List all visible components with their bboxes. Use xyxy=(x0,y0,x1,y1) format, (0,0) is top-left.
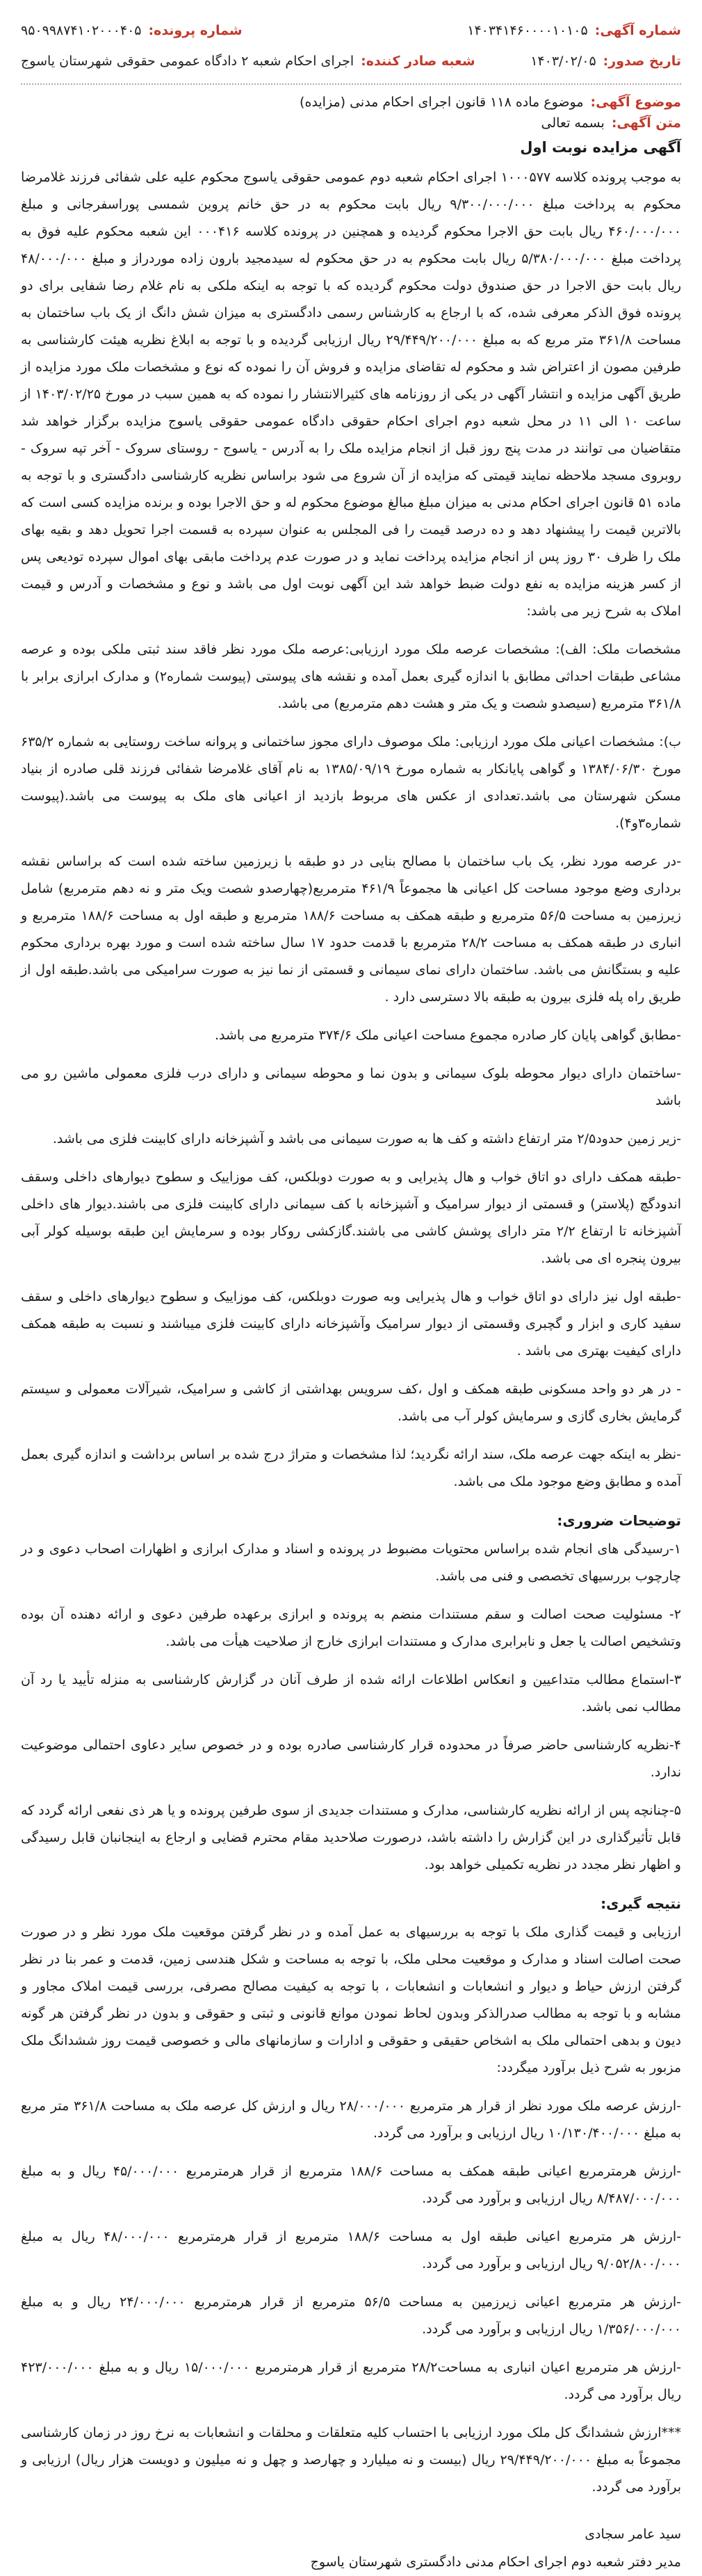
header-row-1 xyxy=(21,15,681,46)
valuation-item: -ارزش عرصه ملک مورد نظر از قرار هر مترمربع ۲۸/۰۰۰/۰۰۰ ریال و ارزش کل عرصه ملک به مساحت ۳۶۱/۸ متر مربع به مبلغ ۱۰/۱۳۰/۴۰۰/۰۰۰ ریال ارزیابی و برآورد می گردد. xyxy=(21,2098,681,2141)
case-number-value: ۹۵۰۹۹۸۷۴۱۰۲۰۰۰۴۰۵ xyxy=(21,23,142,38)
header-divider xyxy=(21,83,681,85)
valuation-item: -ارزش هرمترمربع اعیانی طبقه همکف به مساحت ۱۸۸/۶ مترمربع از قرار هرمترمربع ۴۵/۰۰۰/۰۰۰ ریال و به مبلغ ۸/۴۸۷/۰۰۰/۰۰۰ ریال ارزیابی و برآورد می گردد. xyxy=(21,2164,681,2206)
paragraph: مشخصات ملک: الف): مشخصات عرصه ملک مورد ارزیابی:عرصه ملک مورد نظر فاقد سند ثبتی ملکی بوده و عرصه مشاعی طبقات احداثی مطابق با اندازه گیری بعمل آمده و نقشه های پیوستی (پیوست شماره۲) و مدارک ابرازی برابر با ۳۶۱/۸ مترمربع (سیصدو شصت و یک متر و هشت دهم مترمربع) می باشد. xyxy=(21,642,681,711)
paragraph: -طبقه اول نیز دارای دو اتاق خواب و هال پذیرایی وبه صورت دوبلکس، کف موزاییک و سطوح دیوارهای داخلی و سقف سفید کاری و ابزار و گچبری وقسمتی از دیوار سرامیک وآشپزخانه دارای کابینت فلزی میباشند و نسبت به طبقه همکف دارای کیفیت بهتری می باشد . xyxy=(21,1289,681,1359)
notes-list xyxy=(21,1536,681,1879)
paragraph: -در عرصه مورد نظر، یک باب ساختمان با مصالح بنایی در دو طبقه با زیرزمین ساخته شده است که براساس نقشه برداری وضع موجود مساحت کل اعیانی ها مجموعاً ۴۶۱/۹ مترمربع(چهارصدو شصت ویک متر و نه دهم مترمربع) شامل زیرزمین به مساحت ۵۶/۵ مترمربع و طبقه همکف به مساحت ۱۸۸/۶ مترمربع و طبقه اول به مساحت ۱۸۸/۶ مترمربع و انباری در طبقه همکف به مساحت ۲۸/۲ مترمربع با قدمت حدود ۱۷ سال ساخته شده است و مورد بهره برداری محکوم علیه و بستگانش می باشد. ساختمان دارای نمای سیمانی و قسمتی از نما نیز به صورت سرامیکی می باشد.طبقه اول از طریق راه پله فلزی بیرون به طبقه بالا دسترسی دارد . xyxy=(21,854,681,1005)
paragraph: ب): مشخصات اعیانی ملک مورد ارزیابی: ملک موصوف دارای مجوز ساختمانی و پروانه ساخت روستایی به شماره ۶۳۵/۲ مورخ ۱۳۸۴/۰۶/۳۰ و گواهی پایانکار به شماره مورخ ۱۳۸۵/۰۹/۱۹ به نام آقای غلامرضا شفائی فرزند قلی صادره از بنیاد مسکن شهرستان می باشد.تعدادی از عکس های مربوط بازدید از اعیانی های ملک به پیوست می باشد.(پیوست شماره۳و۴). xyxy=(21,734,681,831)
result-title: نتیجه گیری: xyxy=(601,1895,681,1912)
issue-date-value: ۱۴۰۳/۰۲/۰۵ xyxy=(530,54,596,69)
signature-block xyxy=(21,2520,681,2576)
case-number-label: شماره پرونده: xyxy=(148,23,243,38)
ad-number-value: ۱۴۰۳۴۱۴۶۰۰۰۰۱۰۱۰۵ xyxy=(467,23,588,38)
issuer-value: اجرای احکام شعبه ۲ دادگاه عمومی حقوقی شهرستان یاسوج xyxy=(21,54,354,69)
paragraph: -مطابق گواهی پایان کار صادره مجموع مساحت اعیانی ملک ۳۷۴/۶ مترمربع می باشد. xyxy=(215,1028,681,1043)
note-item: ۱-رسیدگی های انجام شده براساس محتویات مضبوط در پرونده و اسناد و مدارک ابرازی و اظهارات اصحاب دعوی و در چارچوب بررسیهای تخصصی و فنی می باشد. xyxy=(21,1541,681,1584)
valuations-list xyxy=(21,2093,681,2408)
basmala: بسمه تعالی xyxy=(541,115,605,131)
paragraph: به موجب پرونده کلاسه ۱۰۰۰۵۷۷ اجرای احکام شعبه دوم عمومی حقوقی یاسوج محکوم علیه علی شفائی فرزند غلامرضا محکوم به پرداخت مبلغ ۹/۳۰۰/۰۰۰/۰۰۰ ریال بابت محکوم به در حق خانم پروین شمسی پوراسفرجانی و مبلغ ۴۶۰/۰۰۰/۰۰۰ ریال بابت حق الاجرا محکوم گردیده و همچنین در پرونده کلاسه ۰۰۰۴۱۶ این شعبه محکوم علیه فوق به پرداخت مبلغ ۵/۳۸۰/۰۰۰/۰۰۰ ریال بابت محکوم به در حق محکوم له سیدمجید بارون زاده موردراز و مبلغ ۴۸/۰۰۰/۰۰۰ ریال بابت حق الاجرا در حق صندوق دولت محکوم گردیده که با توجه به اینکه ملکی به نام غلام رضا شفایی برای دو پرونده فوق الذکر معرفی شده، که با ارجاع به کارشناس رسمی دادگستری به میزان شش دانگ از یک باب ساختمان به مساحت ۳۶۱/۸ متر مربع که به مبلغ ۲۹/۴۴۹/۲۰۰/۰۰۰ ریال ارزیابی گردیده و با توجه به ابلاغ نظریه هیئت کارشناسی به طرفین مصون از اعتراض شد و محکوم له تقاضای مزایده و فروش آن را نموده که نوع و مشخصات ملک مورد مزایده از طریق آگهی مزایده و انتشار آگهی در یکی از روزنامه های کثیرالانتشار را نموده که به همین سبب در مورخ ۱۴۰۳/۰۲/۲۵ از ساعت ۱۰ الی ۱۱ در محل شعبه دوم اجرای احکام حقوقی دادگاه عمومی حقوقی یاسوج مزایده برگزار خواهد شد متقاضیان می توانند در مدت پنج روز قبل از انجام مزایده ملک را به آدرس - یاسوج - روستای سروک - آخر تپه سروک - روبروی مسجد ملاحظه نمایند قیمتی که مزایده از آن شروع می شود براساس نظریه کارشناسی دادگستری و با توجه به ماده ۵۱ قانون اجرای احکام مدنی به میزان مبلغ مبالغ موضوع محکوم له و حق الاجرا بوده و برنده مزایده کسی است که بالاترین قیمت را پیشنهاد دهد و ده درصد قیمت را فی المجلس به عنوان سپرده به قسمت اجرا تحویل دهد و بقیه بهای ملک را ظرف ۳۰ روز پس از انجام مزایده پرداخت نماید و در صورت عدم پرداخت مابقی بهای اموال سپرده تودیعی پس از کسر هزینه مزایده به نفع دولت ضبط خواهد شد این آگهی نوبت اول می باشد و نوع و مشخصات و آدرس و قیمت املاک به شرح زیر می باشد: xyxy=(21,170,682,619)
valuation-item: -ارزش هر مترمربع اعیان انباری به مساحت۲۸/۲ مترمربع از قرار هرمترمربع ۱۵/۰۰۰/۰۰۰ ریال و به مبلغ ۴۲۳/۰۰۰/۰۰۰ ریال برآورد می گردد. xyxy=(21,2360,681,2402)
valuation-item: -ارزش هر مترمربع اعیانی طبقه اول به مساحت ۱۸۸/۶ مترمربع از قرار هرمترمربع ۴۸/۰۰۰/۰۰۰ ریال به مبلغ ۹/۰۵۲/۸۰۰/۰۰۰ ریال ارزیابی و برآورد می گردد. xyxy=(21,2229,681,2271)
note-item: ۵-چنانچه پس از ارائه نظریه کارشناسی، مدارک و مستندات جدیدی از سوی طرفین پرونده و یا هر ذی نفعی ارائه گردد که قابل تأثیرگذاری در این گزارش را داشته باشد، درصورت صلاحدید مقام محترم قضایی و ارجاع به اینجانبان قابل رسیدگی و اظهار نظر مجدد در نظریه تکمیلی خواهد بود. xyxy=(21,1803,681,1872)
issuer-field xyxy=(21,54,475,69)
issue-date-field xyxy=(530,54,681,69)
valuation-item: -ارزش هر مترمربع اعیانی زیرزمین به مساحت ۵۶/۵ مترمربع از قرار هرمترمربع ۲۴/۰۰۰/۰۰۰ ریال و به مبلغ ۱/۳۵۶/۰۰۰/۰۰۰ ریال ارزیابی و برآورد می گردد. xyxy=(21,2294,681,2337)
final-paragraph: ***ارزش ششدانگ کل ملک مورد ارزیابی با احتساب کلیه متعلقات و محلقات و انشعابات به نرخ روز در زمان کارشناسی مجموعاً به مبلغ ۲۹/۴۴۹/۲۰۰/۰۰۰ ریال (بیست و نه میلیارد و چهارصد و چهل و نه میلیون و دویست هزار ریال) ارزیابی و برآورد می گردد. xyxy=(21,2425,681,2495)
subject-value: موضوع ماده ۱۱۸ قانون اجرای احکام مدنی (مزایده) xyxy=(300,95,584,110)
paragraph: -زیر زمین حدود۲/۵ متر ارتفاع داشته و کف ها به صورت سیمانی می باشد و آشپزخانه دارای کابینت فلزی می باشد. xyxy=(52,1131,681,1147)
notice-title: آگهی مزایده نوبت اول xyxy=(520,139,681,156)
ad-number-field xyxy=(467,23,681,38)
paragraph: - در هر دو واحد مسکونی طبقه همکف و اول ،کف سرویس بهداشتی از کاشی و سرامیک، شیرآلات معمولی و سیستم گرمایش بخاری گازی و سرمایش کولر آب می باشد. xyxy=(21,1382,681,1424)
header-row-2 xyxy=(21,46,681,76)
notes-title: توضیحات ضروری: xyxy=(557,1512,681,1529)
signer-title: مدیر دفتر شعبه دوم اجرای احکام مدنی دادگستری شهرستان یاسوج xyxy=(310,2554,681,2570)
body-label-row xyxy=(21,115,681,131)
subject-label: موضوع آگهی: xyxy=(590,95,681,110)
note-item: ۴-نظریه کارشناسی حاضر صرفاً در محدوده قرار کارشناسی صادره بوده و در خصوص سایر دعاوی احتمالی موضوعیت ندارد. xyxy=(21,1737,681,1780)
case-number-field xyxy=(21,23,243,38)
paragraph: -ساختمان دارای دیوار محوطه بلوک سیمانی و بدون نما و محوطه سیمانی و دارای درب فلزی معمولی ماشین رو می باشد xyxy=(21,1066,681,1108)
body-label: متن آگهی: xyxy=(611,115,681,131)
signer-name: سید عامر سجادی xyxy=(585,2527,681,2542)
paragraph: -نظر به اینکه جهت عرصه ملک، سند ارائه نگردید؛ لذا مشخصات و متراژ درج شده بر اساس برداشت و اندازه گیری بعمل آمده و مطابق وضع موجود ملک می باشد. xyxy=(21,1447,681,1489)
issuer-label: شعبه صادر کننده: xyxy=(361,54,475,69)
note-item: ۲- مسئولیت صحت اصالت و سقم مستندات منضم به پرونده و ابرازی برعهده طرفین دعوی و ارائه دهنده آن بوده وتشخیص اصالت یا جعل و نابرابری مدارک و مستندات ابرازی خارج از صلاحیت هیأت می باشد. xyxy=(21,1607,681,1649)
ad-number-label: شماره آگهی: xyxy=(594,23,681,38)
issue-date-label: تاریخ صدور: xyxy=(603,54,681,69)
paragraph: -طبقه همکف دارای دو اتاق خواب و هال پذیرایی و به صورت دوبلکس، کف موزاییک و سطوح دیوارهای داخلی وسقف اندودگچ (پلاستر) و قسمتی از دیوار سرامیک و آشپزخانه با کف سیمانی دارای کابینت فلزی می باشند.دیوار های داخلی آشپزخانه تا ارتفاع ۲/۲ متر دارای پوشش کاشی می باشند.گازکشی روکار بوده و سرمایش این طبقه بوسیله کولر آبی بیرون پنجره ای می باشد. xyxy=(21,1169,681,1266)
body-paragraphs xyxy=(21,164,681,1496)
result-paragraph: ارزیابی و قیمت گذاری ملک با توجه به بررسیهای به عمل آمده و در نظر گرفتن موقعیت ملک مورد نظر و در صورت صحت اصالت اسناد و مدارک و موقعیت محلی ملک، با توجه به مساحت و شکل هندسی زمین، قدمت و عمر بنا در نظر گرفتن ارزش حیاط و دیوار و انشعابات و انشعابات ، با توجه به کیفیت مصالح مصرفی، بررسی قیمت املاک مجاور و مشابه و با توجه به مطالب صدرالذکر وبدون لحاظ نمودن موانع قانونی و ثبتی و حقوقی و بدون در نظر گرفتن هر گونه دیون و بدهی احتمالی ملک به اشخاص حقیقی و حقوقی و ادارات و سازمانهای مالی و خصوصی قیمت روز ششدانگ ملک مزبور به شرح ذیل برآورد میگردد: xyxy=(21,1925,681,2075)
subject-row xyxy=(21,95,681,110)
note-item: ۳-استماع مطالب متداعیین و انعکاس اطلاعات ارائه شده از طرف آنان در گزارش کارشناسی به منزله تأیید یا رد آن مطالب نمی باشد. xyxy=(21,1672,681,1715)
